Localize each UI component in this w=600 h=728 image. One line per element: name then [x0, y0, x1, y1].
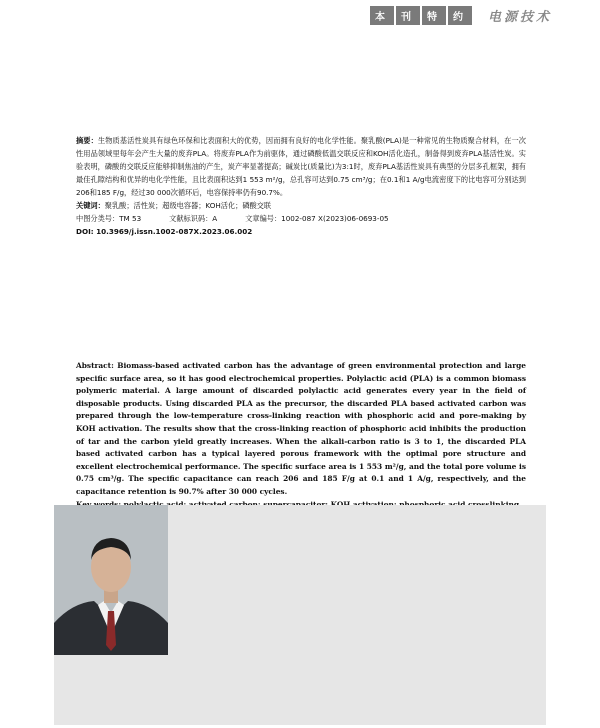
article-number: 文章编号：1002-087 X(2023)06-0693-05 — [245, 214, 389, 223]
en-abstract-text: Biomass-based activated carbon has the advantage of green environmental protection and large specific surface area, so it has good electrochemical properties. Polylactic acid (PLA) is a common biomass polymeric material. A large amount of discarded polylactic acid generates every year in the field of disposable products. Using discarded PLA as the precursor, the discarded PLA based activated carbon was prepared through the low-temperature cross-linking reaction with phosphoric acid and pore-making by KOH activation. The results show that the cross-linking reaction of phosphoric acid inhibits the production of tar and the carbon yield greatly increases. When the alkali-carbon ratio is 3 to 1, the discarded PLA based activated carbon has a typical layered porous framework with the optimal pore structure and excellent electrochemical performance. The specific surface area is 1 553 m²/g, and the total pore volume is 0.75 cm³/g. The specific capacitance can reach 206 and 185 F/g at 0.1 and 1 A/g, respectively, and the capacitance retention is 90.7% after 30 000 cycles. — [76, 361, 526, 496]
cn-abstract-text: 生物质基活性炭具有绿色环保和比表面积大的优势，因而拥有良好的电化学性能。聚乳酸(PLA)是一种常见的生物质聚合材料，在一次性用品领域里每年会产生大量的废弃PLA。将废弃PLA作为前驱体，通过磷酸低温交联反应和KOH活化造孔，制备得到废弃PLA基活性炭。实验表明，磷酸的交联反应能够抑制焦油的产生，炭产率显著提高；碱炭比(质量比)为3:1时，废弃PLA基活性炭具有典型的分层多孔框架，拥有最佳孔隙结构和优异的电化学性能，且比表面积达到1 553 m²/g，总孔容可达到0.75 cm³/g；在0.1和1 A/g电流密度下的比电容可分别达到206和185 F/g，经过30 000次循环后，电容保持率仍有90.7%。 — [76, 136, 526, 197]
journal-name: 电源技术 — [488, 10, 553, 25]
cn-abstract-label: 摘要： — [76, 136, 98, 145]
document-code: 文献标识码：A — [169, 214, 218, 223]
cn-keywords — [76, 199, 526, 212]
column-tag: 特 — [422, 6, 446, 25]
doi: DOI: 10.3969/j.issn.1002-087X.2023.06.002 — [76, 227, 253, 236]
chinese-abstract-block — [76, 134, 526, 238]
author-portrait-icon — [54, 505, 168, 655]
cn-keywords-text: 聚乳酸；活性炭；超级电容器；KOH活化；磷酸交联 — [104, 201, 272, 210]
author-photo — [54, 505, 168, 655]
column-tag: 本 — [370, 6, 394, 25]
column-tag: 约 — [448, 6, 472, 25]
clc-number: 中图分类号：TM 53 — [76, 214, 142, 223]
cn-keywords-label: 关键词： — [76, 201, 105, 210]
en-abstract-paragraph — [76, 360, 526, 499]
cn-abstract-paragraph — [76, 134, 526, 199]
column-tag-group — [370, 6, 472, 25]
english-abstract-block — [76, 360, 526, 511]
classification-line — [76, 212, 526, 225]
en-abstract-label: Abstract: — [76, 361, 114, 370]
column-tag: 刊 — [396, 6, 420, 25]
